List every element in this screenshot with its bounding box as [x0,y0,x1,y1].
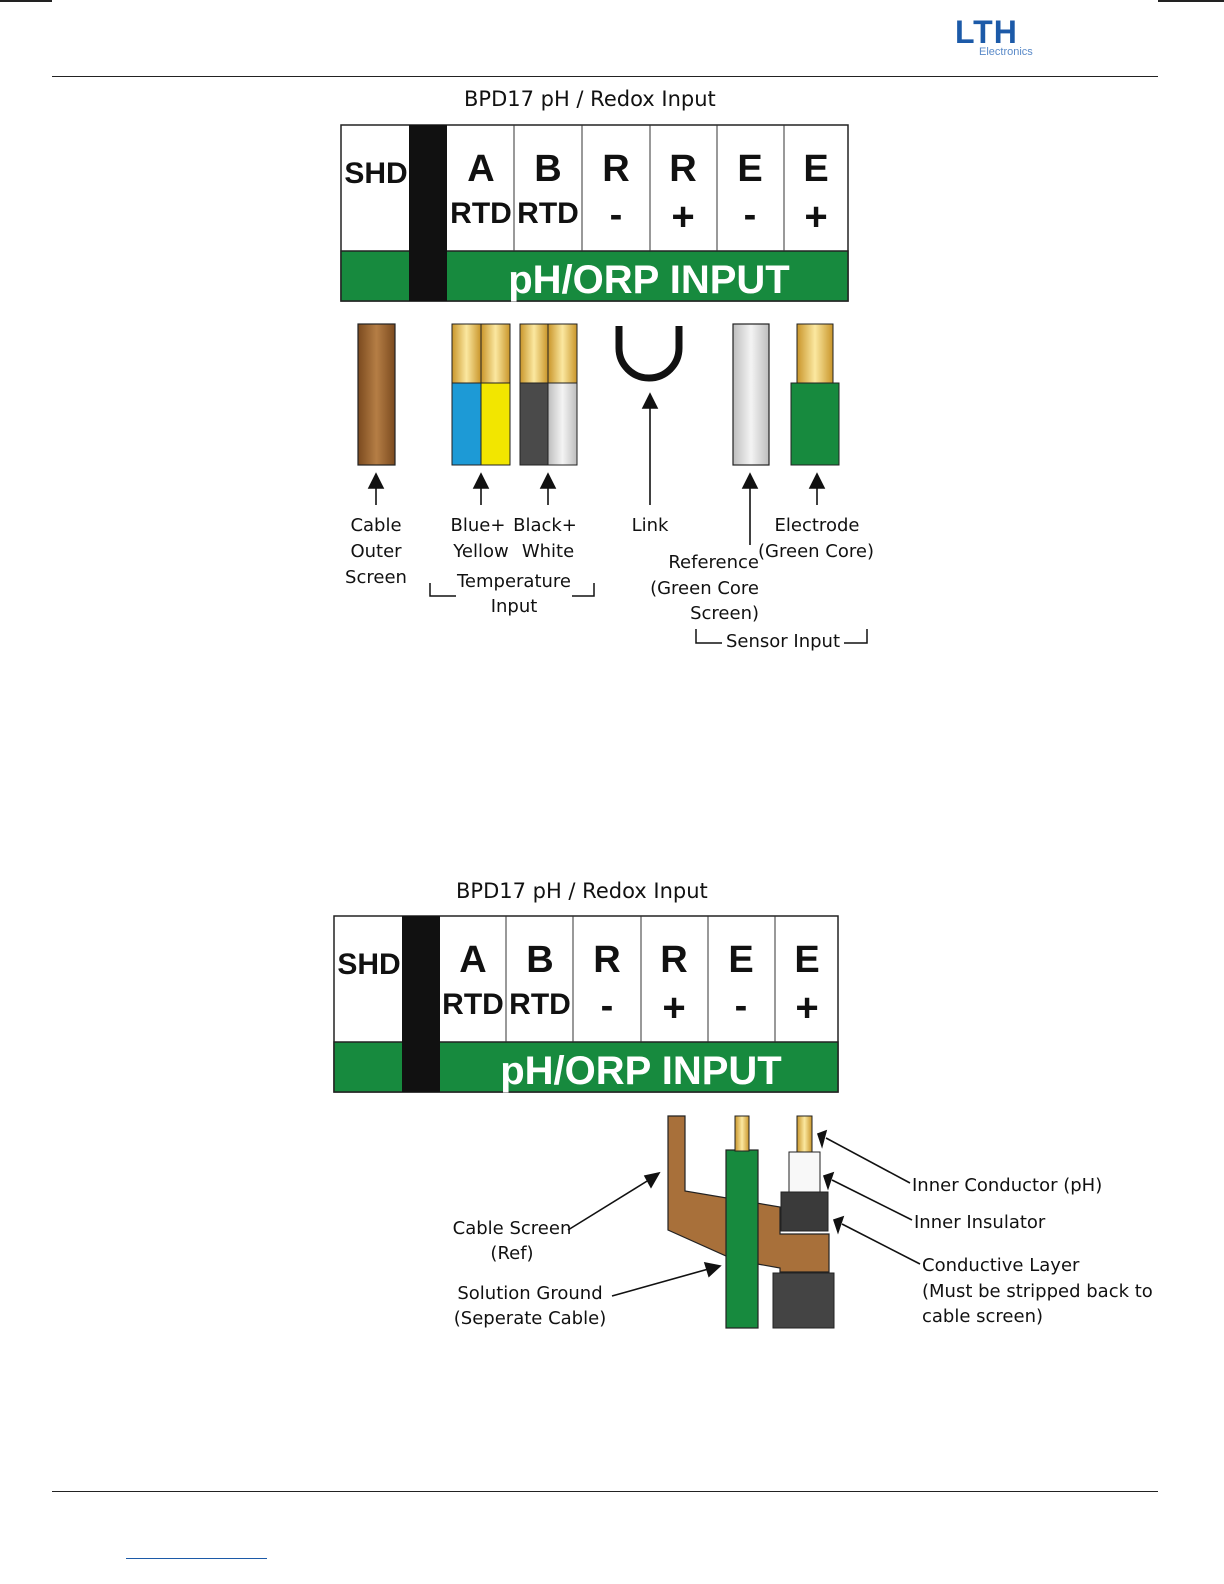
terminal-r-plus: R [669,148,697,190]
black-wire-tip [520,324,548,384]
label-ref-2: (Green Core [650,578,759,599]
label-conductive-2: (Must be stripped back to [922,1281,1153,1302]
label-blue: Blue+ [450,515,506,536]
white-wire [548,383,577,465]
terminal2-e-plus-sign: + [795,986,819,1030]
diagram1-title: BPD17 pH / Redox Input [464,87,716,111]
solution-ground-wire [726,1150,758,1328]
terminal-block-2-label: pH/ORP INPUT [500,1049,782,1093]
blue-wire [452,383,481,465]
terminal2-r-minus-sign: - [600,985,614,1027]
label-white: White [521,541,575,562]
terminal2-shd: SHD [337,948,401,981]
terminal-e-plus-sign: + [804,195,828,239]
blue-wire-tip [452,324,481,384]
terminal-shd: SHD [344,157,408,190]
label-inner-insulator: Inner Insulator [914,1212,1046,1233]
electrode-wire-tip [797,324,833,384]
label-elec-2: (Green Core) [758,541,874,562]
label-ref-3: Screen) [690,603,759,624]
label-conductive-1: Conductive Layer [922,1255,1080,1276]
terminal-block-1 [341,125,848,302]
inner-insulator [789,1152,820,1193]
terminal2-e-minus: E [728,939,754,981]
diagram1 [0,0,1224,700]
label-cable-screen-2: (Ref) [490,1243,534,1264]
coax-outer-jacket [773,1273,834,1328]
label-solution-2: (Seperate Cable) [453,1308,607,1329]
yellow-wire-tip [481,324,510,384]
terminal-r-minus: R [602,148,630,190]
label-elec-1: Electrode [774,515,860,536]
label-cable-screen-1: Cable Screen [452,1218,572,1239]
brown-cable-screen-wire [358,324,395,465]
diagram2-title: BPD17 pH / Redox Input [456,879,708,903]
terminal-a: A [467,148,495,190]
logo-subtext: Electronics [979,46,1033,58]
reference-wire [733,324,769,465]
terminal-b-rtd: RTD [517,197,579,230]
conductive-layer [781,1192,828,1231]
footer-rule [52,1491,1158,1492]
label-cable-1: Cable [350,515,402,536]
inner-conductor [797,1116,812,1153]
electrode-wire [791,383,839,465]
yellow-wire [481,383,510,465]
label-temp-2: Input [490,596,538,617]
terminal-e-minus-sign: - [743,194,757,236]
terminal2-a-rtd: RTD [442,988,504,1021]
label-cable-3: Screen [345,567,407,588]
link-wire [619,326,679,378]
white-wire-tip [548,324,577,384]
label-ref-1: Reference [668,552,759,573]
label-conductive-3: cable screen) [922,1306,1044,1327]
terminal2-b: B [526,939,554,981]
terminal2-e-minus-sign: - [734,985,748,1027]
terminal-e-plus: E [803,148,829,190]
label-inner-conductor: Inner Conductor (pH) [912,1175,1103,1196]
diagram2 [0,900,1224,1360]
terminal2-a: A [459,939,487,981]
terminal-b: B [534,148,562,190]
footer-link-underline[interactable] [126,1558,267,1559]
terminal-block-2 [334,916,838,1093]
label-cable-2: Outer [350,541,402,562]
terminal-r-minus-sign: - [609,194,623,236]
logo-text: LTH [955,14,1018,50]
label-link: Link [631,515,669,536]
label-temp-1: Temperature [456,571,572,592]
terminal2-r-minus: R [593,939,621,981]
terminal-a-rtd: RTD [450,197,512,230]
black-wire [520,383,548,465]
terminal-r-plus-sign: + [671,195,695,239]
terminal-e-minus: E [737,148,763,190]
label-solution-1: Solution Ground [457,1283,603,1304]
terminal2-b-rtd: RTD [509,988,571,1021]
solution-ground-tip [735,1116,749,1151]
label-yellow: Yellow [453,541,509,562]
terminal2-r-plus: R [660,939,688,981]
label-sensor: Sensor Input [725,631,841,652]
terminal-block-label: pH/ORP INPUT [508,258,790,302]
terminal2-e-plus: E [794,939,820,981]
label-black: Black+ [513,515,577,536]
terminal2-r-plus-sign: + [662,986,686,1030]
